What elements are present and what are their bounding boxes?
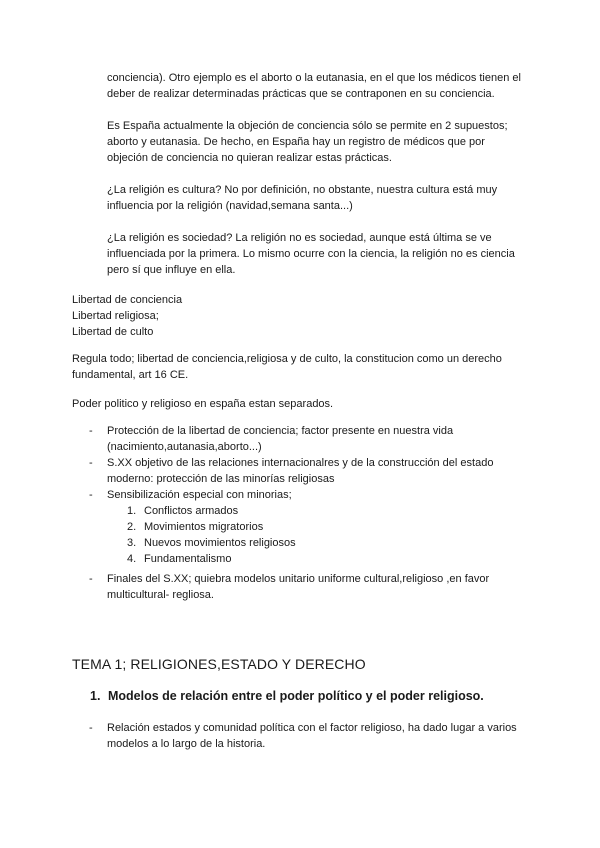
item-number: 3. [127,537,137,549]
list-item-text: Finales del S.XX; quiebra modelos unitario uniforme cultural,religioso ,en favor multicultural- regliosa. [107,573,490,601]
tema-heading: TEMA 1; RELIGIONES,ESTADO Y DERECHO [72,656,366,672]
intro-paragraph: ¿La religión es sociedad? La religión no es sociedad, aunque está última se ve influenciada por la primera. Lo mismo ocurre con la ciencia, la religión no es ciencia pero sí que influye en ella. [107,232,515,276]
dash-marker: - [89,425,93,437]
numbered-item [107,503,542,519]
intro-paragraph: ¿La religión es cultura? No por definición, no obstante, nuestra cultura está muy influencia por la religión (navidad,semana santa...) [107,184,498,212]
item-label: Fundamentalismo [144,553,232,565]
item-number: 1. [127,505,137,517]
libertad-item: Libertad religiosa; [72,310,159,322]
list-item [72,455,542,487]
list-item [72,571,542,603]
item-label: Conflictos armados [144,505,239,517]
section-heading [90,689,484,703]
item-label: Movimientos migratorios [144,521,264,533]
section-number: 1. [90,689,101,703]
list-item-text: Sensibilización especial con minorias; [107,489,292,501]
numbered-item [107,535,542,551]
poder-paragraph: Poder politico y religioso en españa estan separados. [72,398,334,410]
finales-list [72,571,542,603]
regula-paragraph: Regula todo; libertad de conciencia,religiosa y de culto, la constitucion como un derecho fundamental, art 16 CE. [72,353,502,381]
dash-marker: - [89,489,93,501]
list-item [72,487,542,567]
item-label: Nuevos movimientos religiosos [144,537,296,549]
list-item-text: Protección de la libertad de conciencia; factor presente en nuestra vida (nacimiento,autanasia,aborto...) [107,425,454,453]
section-title: Modelos de relación entre el poder político y el poder religioso. [108,689,484,703]
libertad-item: Libertad de culto [72,326,154,338]
dash-marker: - [89,722,93,734]
numbered-item [107,551,542,567]
intro-block [107,70,527,294]
list-item-text: Relación estados y comunidad política con el factor religioso, ha dado lugar a varios modelos a lo largo de la historia. [107,722,517,750]
section1-list [72,720,542,752]
list-item [72,720,542,752]
dash-marker: - [89,573,93,585]
intro-paragraph: Es España actualmente la objeción de conciencia sólo se permite en 2 supuestos; aborto y eutanasia. De hecho, en España hay un registro de médicos que por objeción de conciencia no quieran realizar estas prácticas. [107,120,508,164]
list-item [72,423,542,455]
libertades-list [72,292,532,340]
numbered-item [107,519,542,535]
list-item-text: S.XX objetivo de las relaciones internacionalres y de la construcción del estado moderno: protección de las minorías religiosas [107,457,494,485]
libertad-item: Libertad de conciencia [72,294,183,306]
dash-marker: - [89,457,93,469]
item-number: 2. [127,521,137,533]
item-number: 4. [127,553,137,565]
bullet-list [72,423,542,567]
minorias-list [107,503,542,567]
intro-paragraph: conciencia). Otro ejemplo es el aborto o la eutanasia, en el que los médicos tienen el deber de realizar determinadas prácticas que se contraponen en su conciencia. [107,72,521,100]
